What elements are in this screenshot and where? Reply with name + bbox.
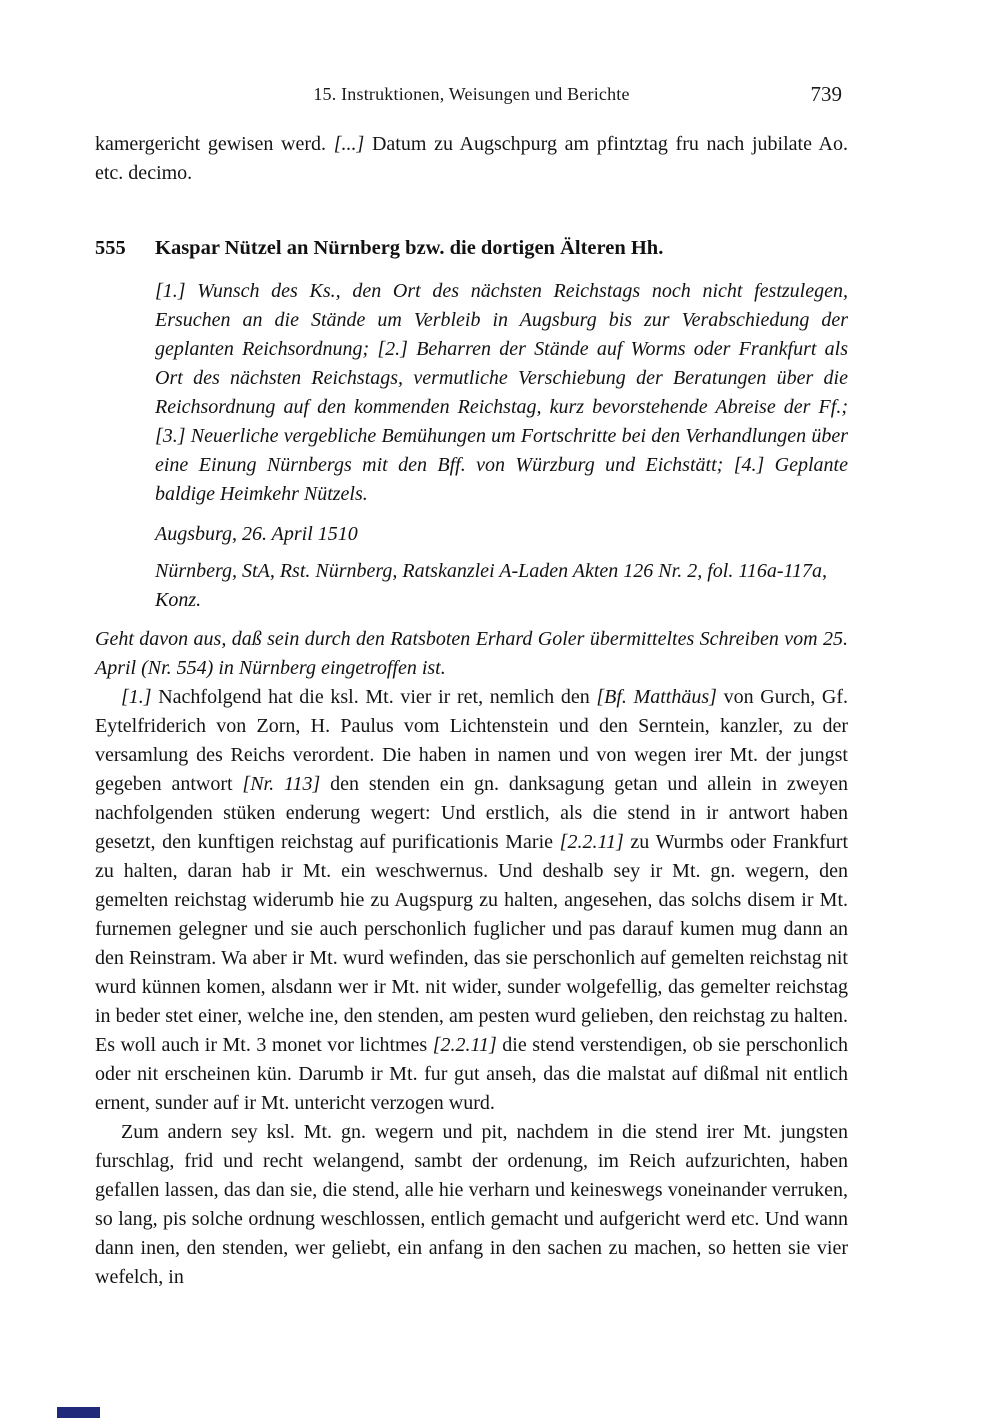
entry-dateline: Augsburg, 26. April 1510 [155,523,358,545]
page-number: 739 [810,82,842,106]
entry-source-reference: Nürnberg, StA, Rst. Nürnberg, Ratskanzlei A-Laden Akten 126 Nr. 2, fol. 116a-117a, Konz. [155,560,828,611]
page-header [95,84,848,110]
body-paragraph-1: [1.] Nachfolgend hat die ksl. Mt. vier ir ret, nemlich den [Bf. Matthäus] von Gurch, Gf. Eytelfriderich von Zorn, H. Paulus vom Lichtenstein und den Serntein, kanzler, zu der versamlung des Reichs verordent. Die haben in namen und von wegen irer Mt. der jungst gegeben antwort [Nr. 113] den stenden ein gn. danksagung getan und allein in zweyen nachfolgenden stüken enderung wegert: Und erstlich, als die stend in ir antwort haben gesetzt, den kunftigen reichstag auf purificationis Marie [2.2.11] zu Wurmbs oder Frankfurt zu halten, daran hab ir Mt. ein weschwernus. Und deshalb sey ir Mt. gn. wegern, den gemelten reichstag widerumb hie zu Augspurg zu halten, angesehen, das solchs disem ir Mt. furnemen gelegner und sie auch perschonlich fuglicher und pas darauf kumen mug dann an den Reinstram. Wa aber ir Mt. wurd wefinden, das sie perschonlich auf gemelten reichstag nit wurd künnen komen, alsdann wer ir Mt. nit wider, sunder wolgefellig, das gemelter reichstag in beder stet einer, welche ine, den stenden, am pesten wurd gelieben, den reichstag zu halten. Es woll auch ir Mt. 3 monet vor lichtmes [2.2.11] die stend verstendigen, ob sie perschonlich oder nit erscheinen kün. Darumb ir Mt. fur gut anseh, das die malstat auf dißmal nit entlich ernent, sunder auf ir Mt. untericht verzogen wurd. [95,686,849,1114]
editorial-note: Geht davon aus, daß sein durch den Ratsboten Erhard Goler übermitteltes Schreiben vom 25. April (Nr. 554) in Nürnberg eingetroffen ist. [95,628,848,679]
entry-number: 555 [95,237,126,259]
entry-title: Kaspar Nützel an Nürnberg bzw. die dortigen Älteren Hh. [155,237,664,259]
entry-summary: [1.] Wunsch des Ks., den Ort des nächsten Reichstags noch nicht festzulegen, Ersuchen an die Stände um Verbleib in Augsburg bis zur Verabschiedung der geplanten Reichsordnung; [2.] Beharren der Stände auf Worms oder Frankfurt als Ort des nächsten Reichstags, vermutliche Verschiebung der Beratungen über die Reichsordnung auf den kommenden Reichstag, kurz bevorstehende Abreise der Ff.; [3.] Neuerliche vergebliche Bemühungen um Fortschritte bei den Verhandlungen über eine Einung Nürnbergs mit den Bff. von Würzburg und Eichstätt; [4.] Geplante baldige Heimkehr Nützels. [155,280,848,505]
page-bottom-blue-mark [57,1407,100,1418]
entry-heading [95,235,848,262]
intro-paragraph: kamergericht gewisen werd. [...] Datum zu Augschpurg am pfintztag fru nach jubilate Ao. etc. decimo. [95,133,848,184]
body-paragraph-2: Zum andern sey ksl. Mt. gn. wegern und pit, nachdem in die stend irer Mt. jungsten furschlag, frid und recht welangend, sambt der ordenung, im Reich aufzurichten, haben gefallen lassen, das dan sie, die stend, alle hie verharn und keineswegs voneinander verruken, so lang, pis solche ordnung weschlossen, entlich gemacht und aufgericht werd etc. Und wann dann inen, den stenden, wer geliebt, ein anfang in den sachen zu machen, so hetten sie vier wefelch, in [95,1121,848,1288]
running-header: 15. Instruktionen, Weisungen und Berichte [313,84,630,104]
